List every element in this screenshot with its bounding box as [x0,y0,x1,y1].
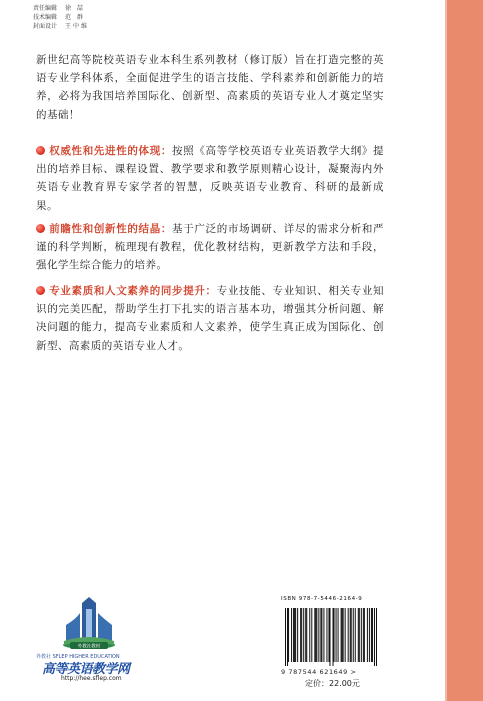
barcode-bar [336,608,337,662]
credit-row [33,22,89,31]
publisher-small-text: 外教社 SFLEP HIGHER EDUCATION [36,654,120,660]
barcode-bar [343,608,344,662]
publisher-url: http://hee.sflep.com [61,675,122,682]
intro-paragraph: 新世纪高等院校英语专业本科生系列教材（修订版）旨在打造完整的英语专业学科体系，全面促进学生的语言技能、学科素养和创新能力的培养，必将为我国培养国际化、创新型、高素质的英语专业人才奠定坚实的基础！ [36,54,384,121]
publisher-emblem-icon [60,595,118,651]
barcode-bar [294,608,295,662]
barcode-bar [285,608,286,666]
barcode-bar [359,608,360,662]
barcode-bar [306,608,307,662]
barcode-bar [323,608,324,662]
barcode-bar [287,608,288,666]
barcode-bar [372,608,373,662]
bullet-icon [36,146,45,155]
publisher-logo [30,595,150,695]
barcode-digits: 9 787544 621649 > [281,668,357,676]
barcode-bar [351,608,352,662]
barcode-bar [342,608,343,662]
barcode-bar [355,608,356,662]
credit-role: 责任编辑 [33,5,58,12]
barcode-bar [309,608,310,662]
barcode-bar [316,608,317,662]
emblem-label: 外教社教材 [77,644,101,650]
credit-row [33,4,89,13]
barcode-bar [358,608,359,662]
barcode-bar [328,608,329,662]
price-label: 定价：22.00元 [305,679,360,688]
barcode-bar [361,608,362,662]
barcode-bar [295,608,296,662]
barcode-icon [285,608,377,666]
barcode-bar [314,608,315,662]
credit-role: 封面设计 [33,23,58,30]
credit-row [33,13,89,22]
barcode-bar [329,608,330,666]
barcode-bar [334,608,335,662]
barcode-bar [311,608,312,662]
barcode-bar [376,608,377,666]
credit-name: 范 群 [65,14,85,21]
barcode-bar [288,608,289,662]
barcode-bar [320,608,321,662]
barcode-bar [364,608,365,662]
barcode-bar [315,608,316,662]
barcode-bar [371,608,372,662]
isbn-block [281,596,381,696]
barcode-bar [369,608,370,662]
credit-role: 技术编辑 [33,14,58,21]
feature-title: 前瞻性和创新性的结晶： [49,223,173,235]
barcode-bar [341,608,342,662]
barcode-bar [300,608,301,662]
barcode-bar [297,608,298,662]
barcode-bar [321,608,322,662]
barcode-bar [333,608,334,666]
barcode-bar [348,608,349,662]
barcode-bar [338,608,339,662]
editor-credits [33,4,89,31]
side-stripe [447,0,483,701]
feature-text: 按照《高等学校英语专业英语教学大纲》提出的培养目标、课程设置、教学要求和教学原则精心设计，凝聚海内外英语专业教育界专家学者的智慧，反映英语专业教育、科研的最新成果。 [36,145,384,212]
barcode-bar [293,608,294,662]
feature-title: 权威性和先进性的体现： [49,145,173,157]
feature-item [36,142,384,215]
barcode-bar [367,608,368,662]
isbn-number: ISBN 978-7-5446-2164-9 [281,596,363,602]
feature-text: 专业技能、专业知识、相关专业知识的完美匹配，帮助学生打下扎实的语言基本功，增强其分析问题、解决问题的能力，提高专业素质和人文素养，使学生真正成为国际化、创新型、高素质的英语专业人才。 [36,285,385,352]
feature-title: 专业素质和人文素养的同步提升： [49,285,217,297]
barcode-bar [353,608,354,662]
barcode-bar [291,608,292,662]
barcode-bar [326,608,327,662]
barcode-bar [318,608,319,662]
barcode-bar [301,608,302,662]
barcode-bar [305,608,306,662]
credit-name: 徐 喆 [65,5,85,12]
bullet-icon [36,224,45,233]
credit-name: 王中维 [65,23,90,30]
feature-text: 基于广泛的市场调研、详尽的需求分析和严谨的科学判断，梳理现有教程，优化教材结构，更新教学方法和手段，强化学生综合能力的培养。 [36,223,384,272]
barcode-bar [374,608,375,666]
feature-item [36,282,384,355]
barcode-bar [345,608,346,662]
barcode-bar [303,608,304,662]
barcode-bar [350,608,351,662]
publisher-brand: 高等英语教学网 [42,662,130,677]
bullet-icon [36,286,45,295]
barcode-bar [363,608,364,662]
feature-item [36,220,384,275]
